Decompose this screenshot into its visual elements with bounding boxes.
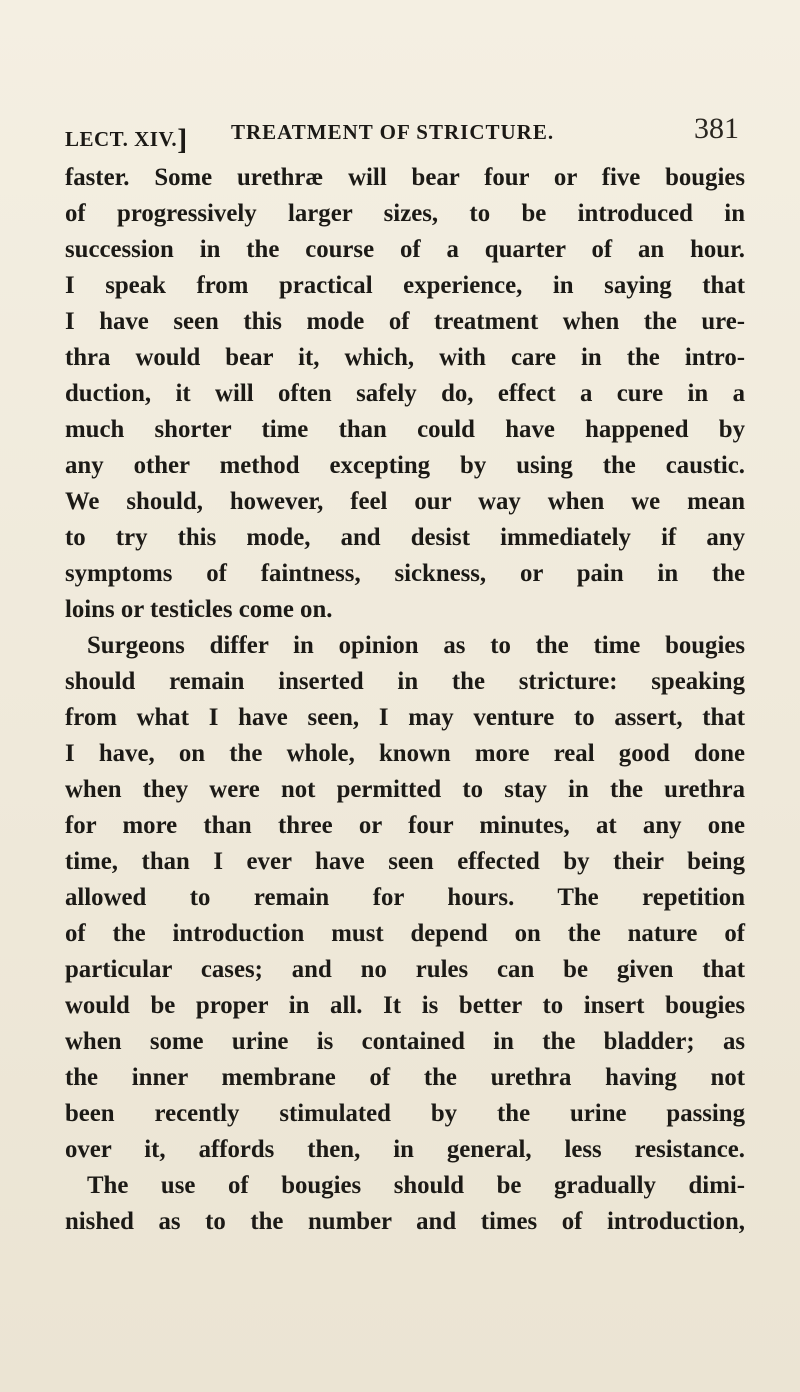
text-line: I have seen this mode of treatment when the ure- (65, 308, 745, 335)
text-line: the inner membrane of the urethra having not (65, 1064, 745, 1091)
text-line: when some urine is contained in the bladder; as (65, 1028, 745, 1055)
running-title: TREATMENT OF STRICTURE. (231, 120, 555, 144)
text-line: thra would bear it, which, with care in the intro- (65, 344, 745, 371)
header-bracket: ] (177, 123, 188, 156)
text-line: of progressively larger sizes, to be introduced in (65, 200, 745, 227)
text-line: been recently stimulated by the urine passing (65, 1100, 745, 1127)
text-line: over it, affords then, in general, less resistance. (65, 1136, 745, 1163)
text-line: symptoms of faintness, sickness, or pain in the (65, 560, 745, 587)
lecture-label: LECT. XIV.] (65, 123, 188, 156)
text-line: nished as to the number and times of introduction, (65, 1208, 745, 1235)
body-text (65, 160, 745, 1240)
text-line: to try this mode, and desist immediately if any (65, 524, 745, 551)
page-number: 381 (694, 112, 739, 145)
text-line: We should, however, feel our way when we mean (65, 488, 745, 515)
text-line: faster. Some urethræ will bear four or five bougies (65, 164, 745, 191)
paragraph-start-line: The use of bougies should be gradually dimi- (87, 1172, 745, 1199)
text-line: loins or testicles come on. (65, 596, 333, 623)
text-line: much shorter time than could have happened by (65, 416, 745, 443)
text-line: should remain inserted in the stricture: speaking (65, 668, 745, 695)
text-line: I have, on the whole, known more real good done (65, 740, 745, 767)
text-line: any other method excepting by using the caustic. (65, 452, 745, 479)
text-line: time, than I ever have seen effected by their being (65, 848, 745, 875)
paragraph-start-line: Surgeons differ in opinion as to the time bougies (87, 632, 745, 659)
text-line: particular cases; and no rules can be given that (65, 956, 745, 983)
text-line: for more than three or four minutes, at any one (65, 812, 745, 839)
text-line: when they were not permitted to stay in the urethra (65, 776, 745, 803)
text-line: from what I have seen, I may venture to assert, that (65, 704, 745, 731)
text-line: succession in the course of a quarter of an hour. (65, 236, 745, 263)
running-header (65, 108, 745, 156)
text-line: allowed to remain for hours. The repetition (65, 884, 745, 911)
text-line: of the introduction must depend on the nature of (65, 920, 745, 947)
text-line: I speak from practical experience, in saying that (65, 272, 745, 299)
text-line: duction, it will often safely do, effect a cure in a (65, 380, 745, 407)
text-line: would be proper in all. It is better to insert bougies (65, 992, 745, 1019)
